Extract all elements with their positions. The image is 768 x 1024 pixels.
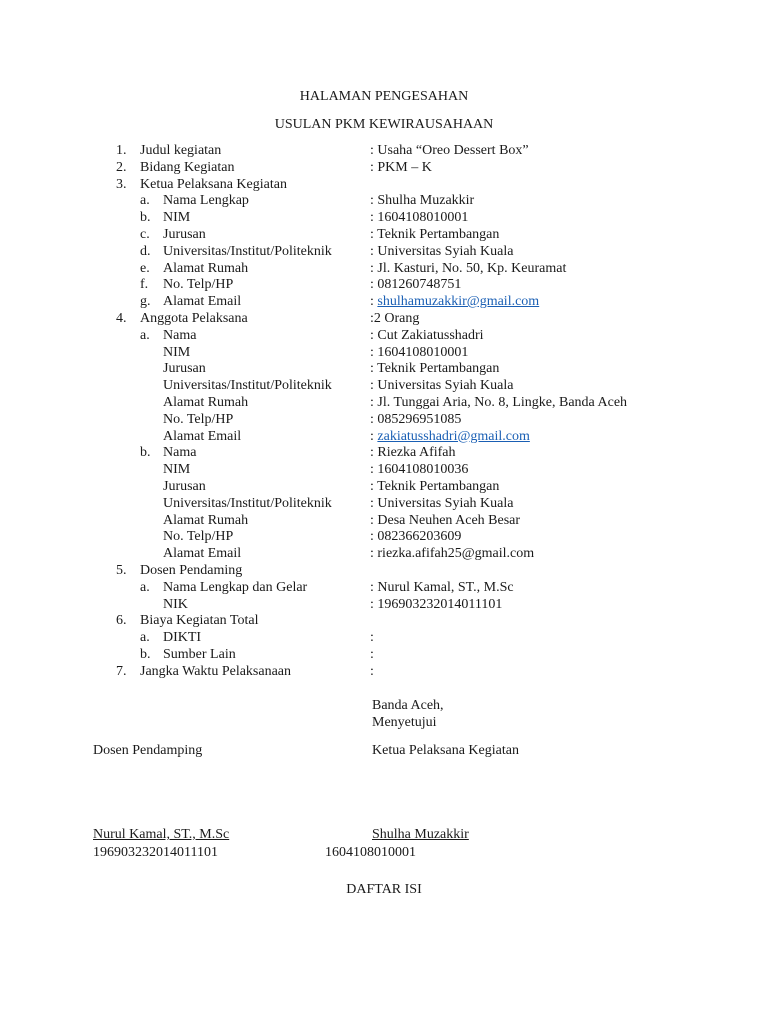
item-value <box>370 429 530 446</box>
item-label: Nama Lengkap dan Gelar <box>163 579 308 595</box>
item-value <box>370 261 566 278</box>
item-value <box>370 244 513 261</box>
item-value-text: : Shulha Muzakkir <box>370 193 475 209</box>
item-value <box>370 345 468 362</box>
toc-title: DAFTAR ISI <box>346 882 422 897</box>
item-label: Universitas/Institut/Politeknik <box>163 495 332 511</box>
item-value-text: : Cut Zakiatusshadri <box>370 327 484 343</box>
item-value-text: : <box>370 646 374 662</box>
item-label: Ketua Pelaksana Kegiatan <box>140 176 287 192</box>
left-signatory-name: Nurul Kamal, ST., M.Sc <box>93 827 230 842</box>
item-label: Dosen Pendaming <box>140 562 243 578</box>
item-label: Jurusan <box>163 478 206 494</box>
list-item <box>0 227 768 244</box>
item-value-text: : <box>370 428 378 444</box>
item-value <box>370 513 520 530</box>
item-label: Alamat Email <box>163 428 242 444</box>
item-label: Jurusan <box>163 226 206 242</box>
list-item <box>0 160 768 177</box>
sub-item-letter: g. <box>140 294 151 310</box>
right-signatory-id: 1604108010001 <box>325 845 416 860</box>
list-item <box>0 513 768 530</box>
list-item <box>0 630 768 647</box>
item-value <box>370 227 499 244</box>
item-value <box>370 445 456 462</box>
list-item <box>0 177 768 194</box>
sub-item-letter: a. <box>140 193 150 209</box>
item-label: Alamat Rumah <box>163 260 249 276</box>
list-item <box>0 664 768 681</box>
item-value <box>370 361 499 378</box>
list-item <box>0 529 768 546</box>
item-label: Sumber Lain <box>163 646 236 662</box>
item-value <box>370 580 514 597</box>
item-value-text: : 1604108010036 <box>370 462 469 478</box>
item-value <box>370 647 374 664</box>
item-value <box>370 546 534 563</box>
item-label: No. Telp/HP <box>163 529 234 545</box>
left-signatory-id: 196903232014011101 <box>93 845 218 860</box>
list-item <box>0 143 768 160</box>
list-item <box>0 597 768 614</box>
item-value <box>370 479 499 496</box>
list-item <box>0 462 768 479</box>
item-label: Jangka Waktu Pelaksanaan <box>140 663 292 679</box>
item-label: Alamat Rumah <box>163 512 249 528</box>
item-value-text: : Universitas Syiah Kuala <box>370 378 514 394</box>
item-value-text: : PKM – K <box>370 159 432 175</box>
list-item <box>0 311 768 328</box>
sub-item-letter: a. <box>140 630 150 646</box>
item-value-text: : Usaha “Oreo Dessert Box” <box>370 143 529 158</box>
item-number: 7. <box>116 663 127 679</box>
item-value-text: : Riezka Afifah <box>370 445 456 461</box>
item-value <box>370 462 468 479</box>
item-value <box>370 664 374 681</box>
list-item <box>0 395 768 412</box>
sub-item-letter: a. <box>140 327 150 343</box>
item-value-text: : 1604108010001 <box>370 210 469 226</box>
list-item <box>0 378 768 395</box>
item-label: No. Telp/HP <box>163 411 234 427</box>
left-role: Dosen Pendamping <box>93 743 203 758</box>
item-value-text: : Desa Neuhen Aceh Besar <box>370 512 521 528</box>
item-number: 4. <box>116 310 127 326</box>
item-value-text: : <box>370 630 374 646</box>
list-item <box>0 261 768 278</box>
item-label: NIM <box>163 462 191 478</box>
item-value <box>370 143 529 160</box>
list-item <box>0 647 768 664</box>
sub-item-letter: b. <box>140 445 151 461</box>
list-item <box>0 613 768 630</box>
item-value-text: : 196903232014011101 <box>370 596 503 612</box>
item-value <box>370 210 468 227</box>
item-value-text: : Universitas Syiah Kuala <box>370 243 514 259</box>
sub-item-letter: f. <box>140 277 149 293</box>
list-item <box>0 294 768 311</box>
item-value <box>370 160 432 177</box>
item-label: Judul kegiatan <box>140 143 222 158</box>
item-value-text: : 081260748751 <box>370 277 462 293</box>
item-value <box>370 378 513 395</box>
item-value-text: : 1604108010001 <box>370 344 469 360</box>
item-number: 3. <box>116 176 127 192</box>
right-role: Ketua Pelaksana Kegiatan <box>372 743 519 758</box>
page-title: HALAMAN PENGESAHAN <box>299 89 469 104</box>
sub-item-letter: b. <box>140 646 151 662</box>
item-value-text: : 082366203609 <box>370 529 462 545</box>
list-item <box>0 210 768 227</box>
item-value <box>370 277 461 294</box>
list-item <box>0 244 768 261</box>
list-item <box>0 429 768 446</box>
item-number: 1. <box>116 143 127 158</box>
item-label: Alamat Email <box>163 546 242 562</box>
item-label: Nama <box>163 327 197 343</box>
item-number: 2. <box>116 159 127 175</box>
list-item <box>0 563 768 580</box>
email-link[interactable]: zakiatusshadri@gmail.com <box>377 428 530 444</box>
item-label: Nama <box>163 445 197 461</box>
item-value-text: : Teknik Pertambangan <box>370 361 500 377</box>
item-label: Biaya Kegiatan Total <box>140 613 259 629</box>
item-value <box>370 395 627 412</box>
item-label: Jurusan <box>163 361 206 377</box>
item-value <box>370 630 374 647</box>
item-label: Universitas/Institut/Politeknik <box>163 243 332 259</box>
place-text: Banda Aceh, <box>372 698 444 713</box>
item-label: NIK <box>163 596 188 612</box>
list-item <box>0 277 768 294</box>
list-item <box>0 580 768 597</box>
item-value-text: : <box>370 294 378 310</box>
item-label: DIKTI <box>163 630 202 646</box>
item-value <box>370 496 513 513</box>
sub-item-letter: a. <box>140 579 150 595</box>
item-number: 5. <box>116 562 127 578</box>
item-value <box>370 412 461 429</box>
item-label: Alamat Email <box>163 294 242 310</box>
item-label: Universitas/Institut/Politeknik <box>163 378 332 394</box>
item-value-text: : Nurul Kamal, ST., M.Sc <box>370 579 514 595</box>
sub-item-letter: d. <box>140 243 151 259</box>
item-value-text: : riezka.afifah25@gmail.com <box>370 546 535 562</box>
sub-item-letter: e. <box>140 260 150 276</box>
item-value-text: : Teknik Pertambangan <box>370 226 500 242</box>
identity-list <box>0 143 768 681</box>
list-item <box>0 345 768 362</box>
list-item <box>0 445 768 462</box>
item-label: NIM <box>163 344 191 360</box>
list-item <box>0 328 768 345</box>
list-item <box>0 496 768 513</box>
list-item <box>0 193 768 210</box>
list-item <box>0 479 768 496</box>
item-value <box>370 311 419 328</box>
item-label: Bidang Kegiatan <box>140 159 235 175</box>
item-value-text: : 085296951085 <box>370 411 462 427</box>
list-item <box>0 412 768 429</box>
item-label: No. Telp/HP <box>163 277 234 293</box>
sub-item-letter: b. <box>140 210 151 226</box>
item-value-text: : <box>370 663 374 679</box>
page-subtitle: USULAN PKM KEWIRAUSAHAAN <box>274 117 494 132</box>
list-item <box>0 546 768 563</box>
item-value <box>370 294 539 311</box>
item-value-text: : Teknik Pertambangan <box>370 478 500 494</box>
sub-item-letter: c. <box>140 226 150 242</box>
item-value-text: : Jl. Tunggai Aria, No. 8, Lingke, Banda Aceh <box>370 394 628 410</box>
approve-text: Menyetujui <box>372 715 437 730</box>
item-label: NIM <box>163 210 191 226</box>
right-signatory-name: Shulha Muzakkir <box>372 827 469 842</box>
item-value-text: :2 Orang <box>370 310 420 326</box>
item-label: Alamat Rumah <box>163 394 249 410</box>
item-label: Nama Lengkap <box>163 193 249 209</box>
email-link[interactable]: shulhamuzakkir@gmail.com <box>377 294 540 310</box>
item-number: 6. <box>116 613 127 629</box>
item-value-text: : Jl. Kasturi, No. 50, Kp. Keuramat <box>370 260 567 276</box>
item-label: Anggota Pelaksana <box>140 310 248 326</box>
item-value <box>370 529 461 546</box>
item-value <box>370 193 474 210</box>
item-value <box>370 597 502 614</box>
item-value-text: : Universitas Syiah Kuala <box>370 495 514 511</box>
list-item <box>0 361 768 378</box>
item-value <box>370 328 484 345</box>
